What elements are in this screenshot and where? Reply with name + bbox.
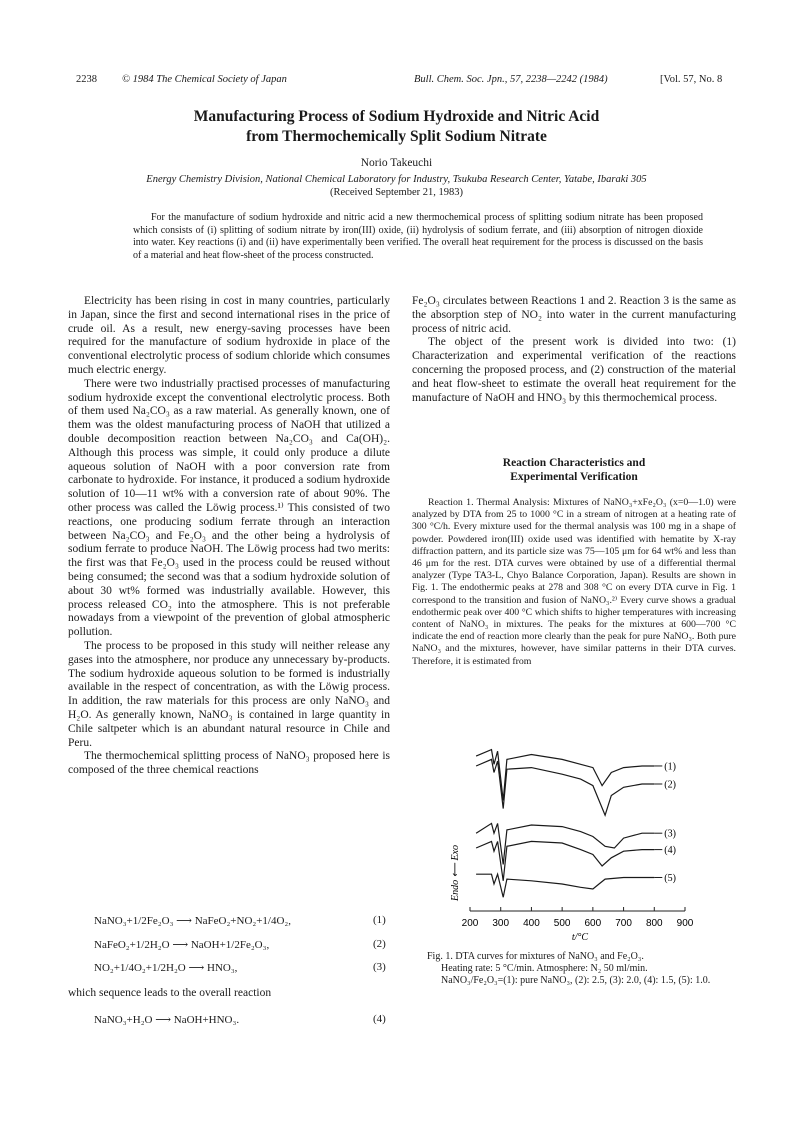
x-tick-label: 600: [584, 918, 602, 929]
curve-label: (5): [664, 872, 676, 884]
copyright-line: © 1984 The Chemical Society of Japan: [122, 74, 287, 85]
page-number: 2238: [76, 74, 97, 85]
left-column: [68, 295, 390, 778]
paragraph: Reaction 1. Thermal Analysis: Mixtures of NaNO₃+xFe₂O₃ (x=0—1.0) were analyzed by DTA from 25 to 1000 °C in a stream of nitrogen at a heating rate of 300 °C/h. Every mixture used for the thermal analysis was 100 mg in a shape of powder. Powdered iron(III) oxide used was identified with hematite by X-ray diffraction pattern, and its particle size was 75—105 μm for 64 wt% and less than 46 μm for the rest. DTA curves were obtained by use of a differential thermal analyzer (Type TA3-L, Chyo Balance Corporation, Japan). Results are shown in Fig. 1. The endothermic peaks at 278 and 308 °C on every DTA curve in Fig. 1 correspond to the transition and fusion of NaNO₃.²⁾ Every curve shows a gradual endothermic peak over 400 °C which shifts to higher temperatures with increasing content of NaNO₃ in mixtures. The peaks for the mixtures at 600—700 °C indicate the end of reaction more clearly than the peak for pure NaNO₃. Both pure NaNO₃ and the mixtures, however, have similar patterns in their DTA curves. Therefore, it is estimated from: [412, 497, 736, 667]
caption-line-3: NaNO₃/Fe₂O₃=(1): pure NaNO₃, (2): 2.5, (3): 2.0, (4): 1.5, (5): 1.0.: [441, 975, 711, 987]
equation-4-number: (4): [373, 1013, 386, 1025]
x-tick-label: 900: [676, 918, 694, 929]
section-heading-line-2: Experimental Verification: [510, 471, 638, 483]
paper-title-line-2: from Thermochemically Split Sodium Nitrate: [246, 128, 547, 145]
right-column: [412, 295, 736, 405]
volume-issue: [Vol. 57, No. 8: [660, 74, 723, 85]
x-tick-label: 400: [523, 918, 540, 929]
x-tick-label: 800: [645, 918, 663, 929]
x-tick-label: 700: [615, 918, 632, 929]
curve-label: (1): [664, 761, 676, 773]
curve-label: (3): [664, 828, 676, 840]
paragraph: There were two industrially practised processes of manufacturing sodium hydroxide except the conventional electrolytic process. Both of them used Na₂CO₃ as a raw material. As generally known, one of them was the oldest manufacturing process of NaOH that utilized a double decomposition reaction between Na₂CO₃ and Ca(OH)₂. Although this process was simple, it could only produce a dilute aqueous solution of NaOH with a poor conversion rate from carbonate to hydroxide. For instance, it produced a sodium hydroxide solution of 10—11 wt% with a conversion rate of about 90%. The other process was called the Löwig process.¹⁾ This consisted of two reactions, one producing sodium ferrate through an interaction between Na₂CO₃ and Fe₂O₃ and the other being a hydrolysis of sodium ferrate to produce NaOH. The Löwig process had two merits: the first was that Fe₂O₃ used in the process could be reused without being consumed; the second was that a sodium hydroxide solution of about 30 wt% formed was industrially available. However, this process released CO₂ into the atmosphere. This is not preferable nowadays from a viewpoint of the prevention of global atmospheric pollution.: [68, 377, 390, 639]
paragraph: The thermochemical splitting process of NaNO₃ proposed here is composed of the three chemical reactions: [68, 750, 390, 777]
paper-title-line-1: Manufacturing Process of Sodium Hydroxide and Nitric Acid: [193, 108, 600, 125]
overall-reaction-intro: which sequence leads to the overall reaction: [68, 987, 272, 999]
equation-4: NaNO₃+H₂O ⟶ NaOH+HNO₃.: [94, 1014, 240, 1026]
received-date: (Received September 21, 1983): [330, 187, 463, 198]
author: Norio Takeuchi: [360, 157, 433, 169]
equation-1: NaNO₃+1/2Fe₂O₃ ⟶ NaFeO₂+NO₂+1/4O₂,: [94, 915, 292, 927]
figure-caption: [427, 951, 745, 988]
paragraph: The process to be proposed in this study will neither release any gases into the atmosphere, nor produce any unnecessary by-products. The sodium hydroxide aqueous solution to be formed is industrially available in the respect of concentration, as with the Löwig process. In addition, the raw materials for this process are only NaNO₃ and H₂O. As generally known, NaNO₃ is contained in large quantity in Chile saltpeter which is an abundant natural resource in Chile and Peru.: [68, 639, 390, 749]
abstract: For the manufacture of sodium hydroxide and nitric acid a new thermochemical process of splitting sodium nitrate has been proposed which consists of (i) splitting of sodium nitrate by iron(III) oxide, (ii) hydrolysis of sodium ferrate, and (iii) absorption of nitrogen dioxide into water. Key reactions (i) and (ii) have experimentally been verified. The overall heat requirement for the process is discussed on the basis of a material and heat flow-sheet of the process constructed.: [133, 212, 703, 261]
curve-label: (2): [664, 779, 676, 791]
x-tick-label: 500: [553, 918, 571, 929]
y-axis-label: Endo ⟵ Exo: [450, 845, 461, 901]
section-heading-line-1: Reaction Characteristics and: [502, 457, 646, 469]
paragraph: Electricity has been rising in cost in many countries, particularly in Japan, since the first and second international rises in the price of crude oil. As a result, new energy-saving processes have been required for the manufacture of sodium hydroxide in place of the conventional electrolytic process of sodium chloride which consumes much electric energy.: [68, 295, 390, 376]
reaction-1-text: [412, 497, 736, 668]
caption-line-1: Fig. 1. DTA curves for mixtures of NaNO₃ and Fe₂O₃.: [427, 951, 644, 962]
equation-2: NaFeO₂+1/2H₂O ⟶ NaOH+1/2Fe₂O₃,: [94, 939, 270, 951]
x-tick-label: 300: [492, 918, 510, 929]
equation-3: NO₂+1/4O₂+1/2H₂O ⟶ HNO₃,: [94, 962, 238, 974]
paragraph: The object of the present work is divided into two: (1) Characterization and experimental verification of the reactions concerning the proposed process, and (2) construction of the material and heat flow-sheet to estimate the overall heat requirement for the manufacture of NaOH and HNO₃ by this thermochemical process.: [412, 336, 736, 404]
caption-line-2: Heating rate: 5 °C/min. Atmosphere: N₂ 50 ml/min.: [441, 963, 648, 975]
equation-3-number: (3): [373, 961, 386, 973]
curve-label: (4): [664, 845, 676, 857]
x-axis-label: t/°C: [571, 932, 589, 943]
dta-chart: [440, 735, 710, 945]
paragraph: Fe₂O₃ circulates between Reactions 1 and 2. Reaction 3 is the same as the absorption step of NO₂ into water in the current manufacturing process of nitric acid.: [412, 295, 736, 335]
x-tick-label: 200: [461, 918, 479, 929]
equation-2-number: (2): [373, 938, 386, 950]
journal-citation: Bull. Chem. Soc. Jpn., 57, 2238—2242 (1984): [414, 74, 608, 85]
equation-1-number: (1): [373, 914, 386, 926]
affiliation: Energy Chemistry Division, National Chemical Laboratory for Industry, Tsukuba Research Center, Yatabe, Ibaraki 305: [146, 174, 647, 185]
